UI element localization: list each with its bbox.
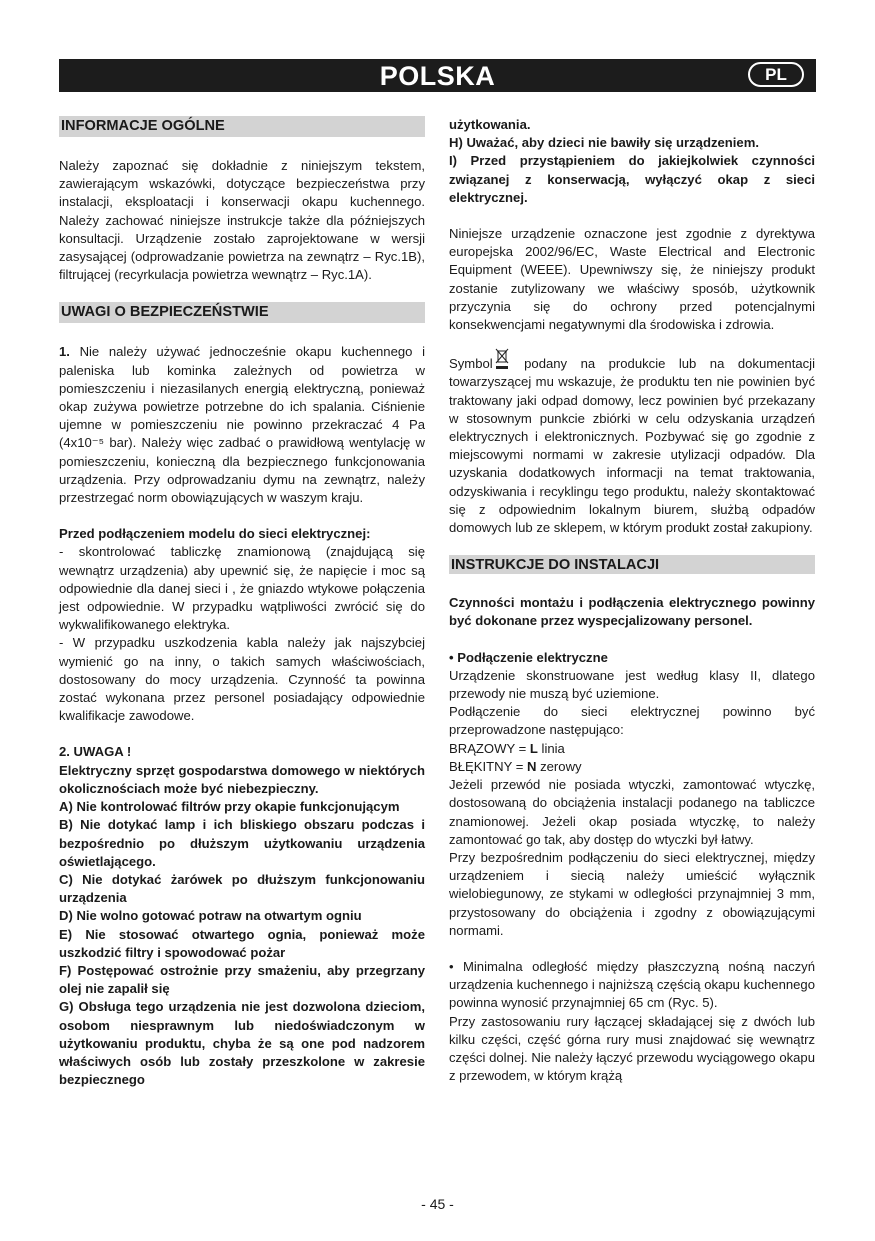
right-column [449, 116, 815, 1085]
electrical-connection-text-4: Przy bezpośrednim podłączeniu do sieci elektrycznej, między urządzeniem i siecią należy umieścić wyłącznik wielobiegunowy, ze stykami w odległości przynajmniej 3 mm, przystosowany do obciążenia i zgodny z obowiązującymi normami. [449, 849, 815, 938]
electrical-connection-text-3: Jeżeli przewód nie posiada wtyczki, zamontować wtyczkę, dostosowaną do obciążenia instalacji podanego na tabliczce znamionowej. Jeżeli okap posiada wtyczkę, to należy zamontować go tak, aby dostęp do wtyczki był łatwy. [449, 777, 815, 847]
warning-i: I) Przed przystąpieniem do jakiejkolwiek czynności związanej z konserwacją, wyłączyć okap z sieci elektrycznej. [449, 153, 815, 205]
crossed-out-bin-icon [495, 348, 509, 370]
banner-title: POLSKA [379, 61, 496, 91]
electrical-connection-title: • Podłączenie elektryczne [449, 649, 608, 665]
symbol-prefix: Symbol [449, 356, 493, 372]
blue-wire-label: BŁĘKITNY = [449, 758, 527, 774]
brown-wire-word: linia [537, 740, 565, 756]
heading-installation: INSTRUKCJE DO INSTALACJI [449, 555, 815, 574]
brown-wire-label: BRĄZOWY = [449, 740, 530, 756]
warning-d: D) Nie wolno gotować potraw na otwartym ogniu [59, 908, 362, 924]
pipe-connection-text: Przy zastosowaniu rury łączącej składającej się z dwóch lub kilku części, część górna rury musi znajdować się wewnątrz części dolnej. Nie należy łączyć przewodu wyciągowego okapu z przewodem, w którym krążą [449, 1013, 815, 1084]
warning-g-continued: użytkowania. [449, 117, 531, 132]
electrical-connection-text-1: Urządzenie skonstruowane jest według klasy II, dlatego przewody nie muszą być uziemione. [449, 667, 815, 702]
brown-wire-letter: L [529, 740, 538, 756]
minimum-distance-text: • Minimalna odległość między płaszczyzną nośną naczyń urządzenia kuchennego i najniższą częścią okapu kuchennego powinna wynosić przynajmniej 65 cm (Ryc. 5). [449, 958, 815, 1011]
left-column [59, 116, 425, 1089]
warning-h: H) Uważać, aby dzieci nie bawiły się urządzeniem. [449, 135, 759, 151]
page-number: - 45 - [421, 1196, 454, 1212]
installation-intro: Czynności montażu i podłączenia elektrycznego powinny być dokonane przez wyspecjalizowany personel. [449, 595, 815, 629]
warning-a: A) Nie kontrolować filtrów przy okapie funkcjonującym [59, 799, 400, 815]
language-code-badge: PL [748, 62, 804, 87]
blue-wire-word: zerowy [536, 758, 582, 774]
blue-wire-letter: N [527, 758, 537, 774]
weee-text: Niniejsze urządzenie oznaczone jest zgodnie z dyrektywa europejska 2002/96/EC, Waste Electrical and Electronic Equipment (WEEE). Upewniwszy się, że niniejszy produkt zostanie zutylizowany we właściwy sposób, użytkownik przyczynia się do ochrony przed potencjalnymi konsekwencjami negatywnymi dla środowiska i zdrowia. [449, 226, 815, 333]
warning-c: C) Nie dotykać żarówek po dłuższym funkcjonowaniu urządzenia [59, 871, 425, 906]
safety-point-1-number: 1. [59, 344, 70, 360]
heading-general-info: INFORMACJE OGÓLNE [59, 116, 425, 137]
before-connection-title: Przed podłączeniem modelu do sieci elektrycznej: [59, 526, 371, 542]
safety-point-1-text: Nie należy używać jednocześnie okapu kuchennego i paleniska lub kominka zależnych od powietrza w pomieszczeniu i niezasilanych energią elektryczną, ponieważ okap zużywa powietrze potrzebne do ich spalania. Ciśnienie ujemne w pomieszczeniu nie powinno przekraczać 4 Pa (4x10⁻⁵ bar). Należy więc zadbać o prawidłową wentylację w pomieszczeniu, konieczną dla bezpiecznego funkcjonowania urządzenia. Przy odprowadzaniu dymu na zewnątrz, należy przestrzegać norm obowiązujących w waszym kraju. [59, 344, 425, 506]
warning-e: E) Nie stosować otwartego ognia, ponieważ może uszkodzić filtry i spowodować pożar [59, 926, 425, 960]
heading-safety: UWAGI O BEZPIECZEŃSTWIE [59, 302, 425, 323]
before-connection-item-1: - skontrolować tabliczkę znamionową (znajdującą się wewnątrz urządzenia) aby upewnić się, że napięcie i moc są odpowiednie dla danej sieci i , że gniazdo wtykowe połączenia jest odpowiednie. W przypadku wątpliwości zwrócić się do wykwalifikowanego elektryka. [59, 544, 425, 633]
warning-b: B) Nie dotykać lamp i ich bliskiego obszaru podczas i bezpośrednio po dłuższym użytkowaniu urządzenia oświetlającego. [59, 817, 425, 869]
symbol-text [449, 348, 815, 537]
before-connection-item-2: - W przypadku uszkodzenia kabla należy jak najszybciej wymienić go na inny, o takich samych właściwościach, dostosowany do mocy urządzenia. Czynność ta powinna zostać wykonana przez personel posiadający odpowiednie kwalifikacje zawodowe. [59, 635, 425, 724]
warning-g: G) Obsługa tego urządzenia nie jest dozwolona dzieciom, osobom niesprawnym lub niedoświadczonym w użytkowaniu produktu, chyba że są one pod nadzorem właściwych osób lub zostały przeszkolone w zakresie bezpiecznego [59, 999, 425, 1088]
blue-wire-line [449, 758, 815, 776]
symbol-description: podany na produkcie lub na dokumentacji towarzyszącej mu wskazuje, że produktu ten nie powinien być traktowany jaki odpad domowy, lecz powinien być przekazany w stosownym punkcie zbiórki w celu odzyskania urządzeń elektrycznych i elektronicznych. Pozbywać się go zgodnie z miejscowymi normami w zakresie utylizacji odpadów. Dla uzyskania dodatkowych informacji na temat traktowania, odzyskiwania i recyklingu tego produktu, należy skontaktować się z odpowiednim lokalnym biurem, służbą odpadów domowych lub ze sklepem, w którym produkt został zakupiony. [449, 356, 815, 536]
electrical-connection-text-2: Podłączenie do sieci elektrycznej powinno być przeprowadzone następująco: [449, 704, 815, 738]
warning-title: 2. UWAGA ! [59, 744, 132, 760]
language-banner [59, 59, 816, 92]
warning-intro: Elektryczny sprzęt gospodarstwa domowego w niektórych okolicznościach może być niebezpieczny. [59, 762, 425, 796]
warning-f: F) Postępować ostrożnie przy smażeniu, aby przegrzany olej nie zapalił się [59, 962, 425, 997]
general-info-text: Należy zapoznać się dokładnie z niniejszym tekstem, zawierającym wskazówki, dotyczące bezpieczeństwa przy instalacji, eksploatacji i konserwacji okapu kuchennego. Należy zachować niniejsze instrukcje także dla późniejszych konsultacji. Urządzenie zostało zaprojektowane w wersji zasysającej (odprowadzanie powietrza na zewnątrz – Ryc.1B), filtrującej (recyrkulacja powietrza wewnątrz – Ryc.1A). [59, 158, 425, 283]
safety-point-1 [59, 343, 425, 507]
brown-wire-line [449, 740, 815, 758]
